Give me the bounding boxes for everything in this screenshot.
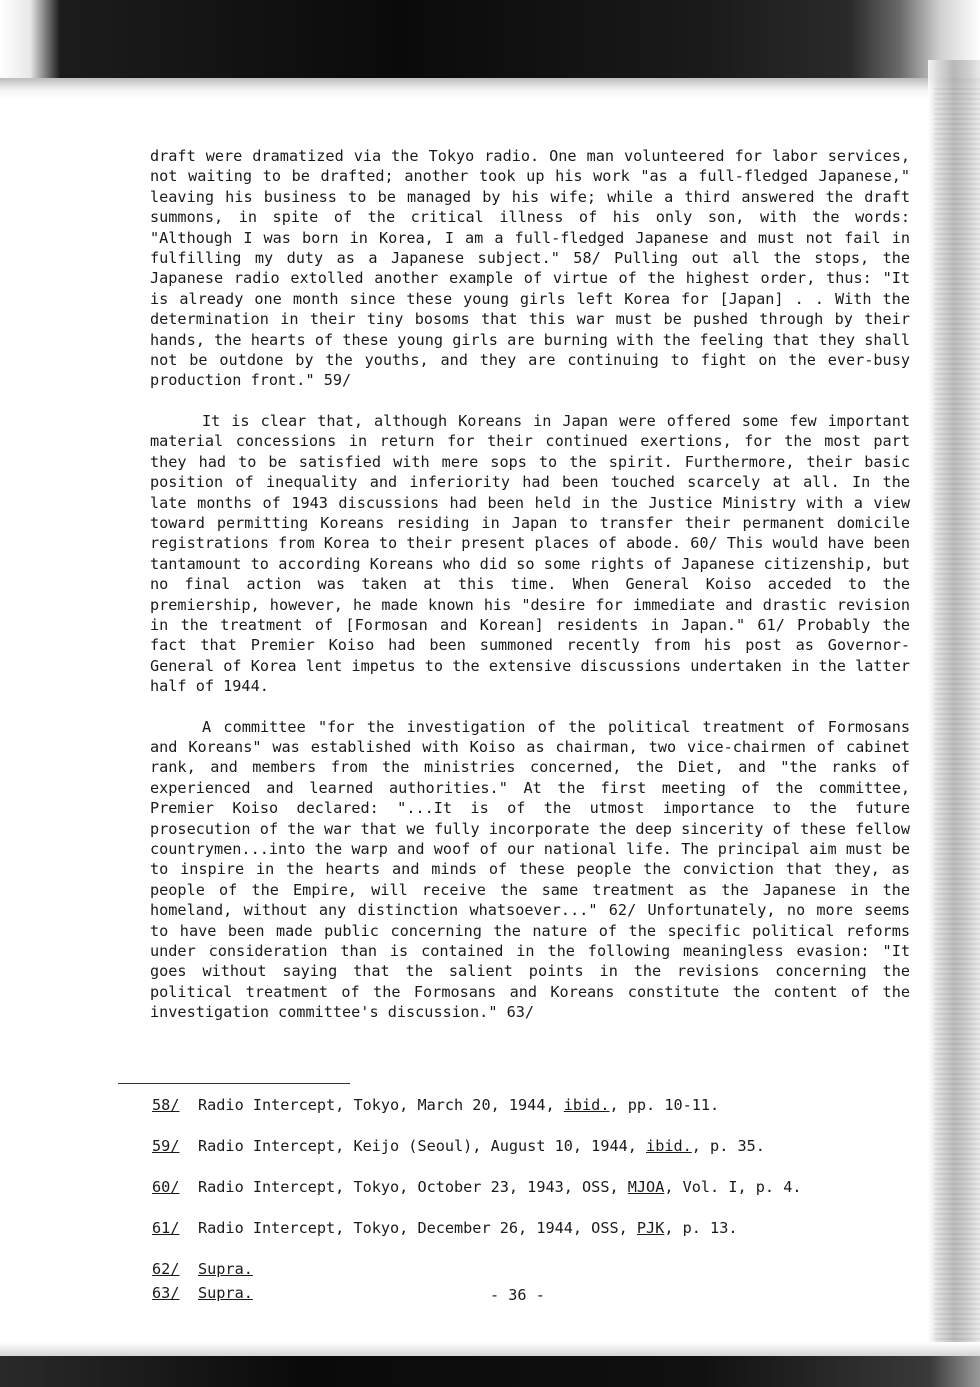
paragraph-1: draft were dramatized via the Tokyo radio. One man volunteered for labor services, not waiting to be drafted; another took up his work "as a full-fledged Japanese," leaving his business to be managed by his wife; while a third answered the draft summons, in spite of the critical illness of his only son, with the words: "Although I was born in Korea, I am a full-fledged Japanese and must not fail in fulfilling my duty as a Japanese subject." 58/ Pulling out all the stops, the Japanese radio extolled another example of virtue of the highest order, thus: "It is already one month since these young girls left Korea for [Japan] . . With the determination in their tiny bosoms that this war must be pushed through by their hands, the hearts of these young girls are burning with the feeling that they shall not be outdone by the youths, and they are continuing to fight on the ever-busy production front." 59/ — [150, 147, 910, 390]
footnote-number: 61/ — [152, 1219, 180, 1237]
footnote-citation: MJOA — [627, 1178, 665, 1196]
footnote-text: Radio Intercept, Tokyo, March 20, 1944, — [198, 1096, 564, 1114]
footnote-citation: ibid. — [646, 1137, 692, 1155]
footnote-number: 59/ — [152, 1137, 180, 1155]
footnote-59 — [152, 1135, 852, 1176]
scan-top-shadow — [0, 78, 980, 100]
paragraph-2: It is clear that, although Koreans in Japan were offered some few important material concessions in return for their continued exertions, for the most part they had to be satisfied with mere sops to the spirit. Furthermore, their basic position of inequality and inferiority had been touched scarcely at all. In the late months of 1943 discussions had been held in the Justice Ministry with a view toward permitting Koreans residing in Japan to transfer their permanent domicile registrations from Korea to their present places of abode. 60/ This would have been tantamount to according Koreans who did so some rights of Japanese citizenship, but no final action was taken at this time. When General Koiso acceded to the premiership, however, he made known his "desire for immediate and drastic revision in the treatment of [Formosan and Korean] residents in Japan." 61/ Probably the fact that Premier Koiso had been summoned recently from his post as Governor-General of Korea lent impetus to the extensive discussions undertaken in the latter half of 1944. — [150, 411, 910, 696]
footnote-divider — [118, 1083, 350, 1084]
footnote-number: 60/ — [152, 1178, 180, 1196]
footnote-text: , p. 35. — [691, 1137, 765, 1155]
footnote-61 — [152, 1217, 852, 1258]
footnote-number: 62/ — [152, 1260, 180, 1278]
footnote-text: , Vol. I, p. 4. — [664, 1178, 802, 1196]
scan-bottom-shadow — [0, 1342, 980, 1356]
footnote-citation: Supra. — [198, 1260, 253, 1278]
footnote-text: , pp. 10-11. — [609, 1096, 720, 1114]
footnote-text: Radio Intercept, Tokyo, December 26, 1944, OSS, — [198, 1219, 637, 1237]
footnote-number: 63/ — [152, 1284, 180, 1302]
footnote-text: Radio Intercept, Keijo (Seoul), August 10, 1944, — [198, 1137, 647, 1155]
page-number: - 36 - — [490, 1286, 545, 1304]
footnote-58 — [152, 1094, 852, 1135]
footnote-number: 58/ — [152, 1096, 180, 1114]
footnote-citation: PJK — [636, 1219, 665, 1237]
scan-top-edge — [0, 0, 980, 78]
footnote-citation: ibid. — [563, 1096, 610, 1114]
footnote-62 — [152, 1258, 852, 1282]
footnote-text: , p. 13. — [664, 1219, 738, 1237]
scan-bottom-edge — [0, 1356, 980, 1387]
footnote-text: Radio Intercept, Tokyo, October 23, 1943, OSS, — [198, 1178, 628, 1196]
footnote-60 — [152, 1176, 852, 1217]
document-body — [150, 146, 910, 1043]
scan-right-texture — [934, 85, 980, 1355]
paragraph-3: A committee "for the investigation of the political treatment of Formosans and Koreans" was established with Koiso as chairman, two vice-chairmen of cabinet rank, and members from the ministries concerned, the Diet, and "the ranks of experienced and learned authorities." At the first meeting of the committee, Premier Koiso declared: "...It is of the utmost importance to the future prosecution of the war that we fully incorporate the deep sincerity of these fellow countrymen...into the warp and woof of our national life. The principal aim must be to inspire in the hearts and minds of these people the conviction that they, as people of the Empire, will receive the same treatment as the Japanese in the homeland, without any distinction whatsoever..." 62/ Unfortunately, no more seems to have been made public concerning the nature of the specific political reforms under consideration than is contained in the following meaningless evasion: "It goes without saying that the salient points in the revisions concerning the political treatment of the Formosans and Koreans constitute the content of the investigation committee's discussion." 63/ — [150, 717, 910, 1022]
footnote-citation: Supra. — [198, 1284, 253, 1302]
